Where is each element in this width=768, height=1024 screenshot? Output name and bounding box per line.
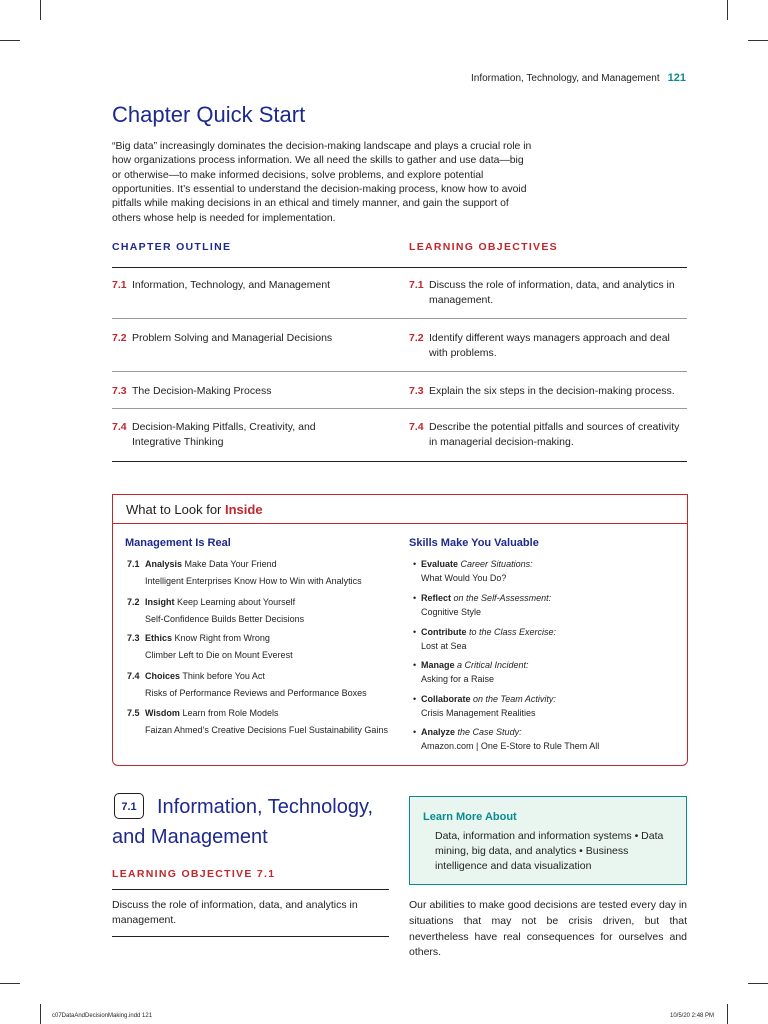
item-label: Insight (145, 597, 175, 607)
item-feature: Risks of Performance Reviews and Performance Boxes (145, 688, 367, 698)
table-row (409, 331, 687, 361)
table-row (112, 384, 382, 399)
management-is-real-heading: Management Is Real (125, 537, 231, 549)
bullet-icon: • (413, 660, 417, 670)
skill-context: to the Class Exercise: (469, 627, 557, 637)
skill-context: a Critical Incident: (457, 660, 529, 670)
row-number: 7.4 (112, 421, 127, 433)
item-feature: Self-Confidence Builds Better Decisions (145, 614, 305, 624)
page-title: Chapter Quick Start (112, 102, 306, 127)
crop-mark (40, 1004, 41, 1024)
item-number: 7.4 (127, 671, 140, 681)
learning-objectives-heading: LEARNING OBJECTIVES (409, 241, 558, 253)
skill-verb: Contribute (421, 627, 467, 637)
bullet-icon: • (413, 627, 417, 637)
crop-mark (748, 40, 768, 41)
item-number: 7.5 (127, 708, 140, 718)
outline-item: The Decision-Making Process (132, 385, 272, 397)
section-number-badge: 7.1 (114, 793, 144, 819)
skill-verb: Evaluate (421, 559, 459, 569)
page-number: 121 (667, 72, 686, 84)
crop-mark (727, 1004, 728, 1024)
skill-item (413, 592, 551, 619)
skill-verb: Manage (421, 660, 455, 670)
row-number: 7.3 (112, 385, 127, 397)
item-number: 7.3 (127, 633, 140, 643)
skill-title: Asking for a Raise (421, 673, 495, 684)
skill-verb: Collaborate (421, 694, 471, 704)
intro-paragraph: “Big data” increasingly dominates the decision-making landscape and plays a crucial role in how organizations process information. We all need the skills to gather and use data—big or otherwise—to make informed decisions, solve problems, and explore potential opportunities. It’s essential to understand the decision-making process, know how to avoid pitfalls while making decisions in an ethical and timely manner, and gain the support of others whose help is needed for implementation. (112, 141, 532, 224)
skill-context: on the Self-Assessment: (453, 593, 552, 603)
footer-timestamp: 10/5/20 2:48 PM (670, 1013, 715, 1019)
table-rule (112, 408, 687, 409)
table-row (112, 331, 382, 346)
row-number: 7.2 (112, 332, 127, 344)
item-subtitle: Learn from Role Models (182, 708, 279, 718)
crop-mark (40, 0, 41, 20)
skill-item (413, 558, 533, 585)
skill-item (413, 659, 529, 686)
item-label: Analysis (145, 559, 183, 569)
skill-item (413, 626, 556, 653)
running-head-text: Information, Technology, and Management (471, 73, 660, 84)
skill-verb: Reflect (421, 593, 452, 603)
crop-mark (727, 0, 728, 20)
item-label: Choices (145, 671, 181, 681)
skill-verb: Analyze (421, 727, 456, 737)
look-inside-box (112, 494, 688, 766)
outline-item: Problem Solving and Managerial Decisions (132, 332, 333, 344)
table-rule (112, 318, 687, 319)
table-row (409, 420, 687, 450)
crop-mark (0, 40, 20, 41)
skill-title: Crisis Management Realities (421, 707, 536, 718)
skill-context: Career Situations: (460, 559, 533, 569)
skills-heading: Skills Make You Valuable (409, 537, 539, 549)
objective-rule (112, 936, 389, 937)
crop-mark (748, 983, 768, 984)
item-subtitle: Think before You Act (182, 671, 265, 681)
learning-objective-label: LEARNING OBJECTIVE 7.1 (112, 868, 276, 880)
learn-more-heading: Learn More About (423, 811, 517, 823)
item-subtitle: Keep Learning about Yourself (177, 597, 296, 607)
learning-objective-text: Discuss the role of information, data, and analytics in management. (112, 899, 358, 927)
table-rule (112, 267, 687, 268)
row-number: 7.1 (112, 279, 127, 291)
item-label: Wisdom (145, 708, 180, 718)
bullet-icon: • (413, 593, 417, 603)
section-title: Information, Technology, and Management (112, 796, 374, 848)
skill-title: What Would You Do? (421, 572, 507, 583)
crop-mark (0, 983, 20, 984)
bullet-icon: • (413, 727, 417, 737)
running-head (471, 72, 686, 84)
table-row (112, 420, 342, 450)
table-row (112, 278, 382, 293)
objective-rule (112, 889, 389, 890)
skill-title: Cognitive Style (421, 606, 482, 617)
item-number: 7.1 (127, 559, 140, 569)
item-feature: Climber Left to Die on Mount Everest (145, 650, 293, 660)
row-number: 7.1 (409, 279, 424, 291)
objective-item: Discuss the role of information, data, and analytics in management. (429, 279, 675, 307)
table-rule (112, 461, 687, 462)
table-row (409, 278, 687, 308)
footer-file-name: c07DataAndDecisionMaking.indd 121 (52, 1013, 153, 1019)
skill-item (413, 726, 599, 753)
outline-item: Decision-Making Pitfalls, Creativity, and Integrative Thinking (132, 421, 316, 449)
body-paragraph: Our abilities to make good decisions are tested every day in situations that may not be crisis driven, but that nevertheless have real consequences for ourselves and others. (409, 899, 687, 959)
item-number: 7.2 (127, 597, 140, 607)
objective-item: Describe the potential pitfalls and sources of creativity in managerial decision-making. (429, 421, 680, 449)
table-rule (112, 371, 687, 372)
skill-context: on the Team Activity: (473, 694, 556, 704)
objective-item: Explain the six steps in the decision-making process. (429, 385, 675, 397)
chapter-outline-heading: CHAPTER OUTLINE (112, 241, 232, 253)
objective-item: Identify different ways managers approach and deal with problems. (429, 332, 670, 360)
skill-title: Amazon.com | One E-Store to Rule Them All (421, 740, 600, 751)
skill-title: Lost at Sea (421, 640, 467, 651)
bullet-icon: • (413, 694, 417, 704)
look-inside-header (113, 495, 687, 524)
look-inside-heading: What to Look for (126, 502, 225, 517)
item-subtitle: Make Data Your Friend (184, 559, 277, 569)
learn-more-box (409, 796, 687, 885)
item-subtitle: Know Right from Wrong (174, 633, 270, 643)
skill-context: the Case Study: (457, 727, 522, 737)
row-number: 7.2 (409, 332, 424, 344)
table-row (409, 384, 687, 399)
item-feature: Intelligent Enterprises Know How to Win with Analytics (145, 576, 362, 586)
item-feature: Faizan Ahmed’s Creative Decisions Fuel Sustainability Gains (145, 725, 388, 735)
learn-more-text: Data, information and information systems • Data mining, big data, and analytics • Business intelligence and data visualization (435, 830, 664, 872)
row-number: 7.4 (409, 421, 424, 433)
bullet-icon: • (413, 559, 417, 569)
outline-item: Information, Technology, and Management (132, 279, 331, 291)
look-inside-accent: Inside (225, 502, 263, 517)
item-label: Ethics (145, 633, 173, 643)
row-number: 7.3 (409, 385, 424, 397)
skill-item (413, 693, 556, 720)
